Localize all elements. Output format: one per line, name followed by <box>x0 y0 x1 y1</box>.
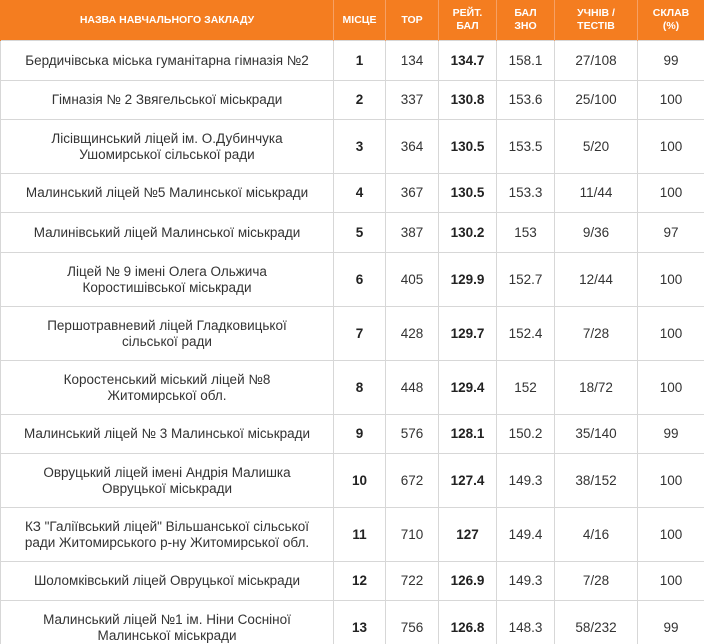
header-students-label-2: ТЕСТІВ <box>577 20 615 32</box>
top-cell: 405 <box>386 253 439 307</box>
table-row <box>1 415 704 454</box>
school-name-cell <box>1 253 334 307</box>
share-cell: 99 <box>638 415 704 454</box>
students-tests-cell: 35/140 <box>555 415 638 454</box>
school-name-line1: Малинівський ліцей Малинської міськради <box>33 224 301 240</box>
header-share-label-2: (%) <box>662 20 680 32</box>
students-tests-cell: 27/108 <box>555 41 638 81</box>
rating-cell: 130.5 <box>439 174 497 213</box>
top-cell: 364 <box>386 120 439 174</box>
table-row <box>1 213 704 253</box>
school-name-cell <box>1 562 334 601</box>
students-tests-cell: 12/44 <box>555 253 638 307</box>
header-rating <box>439 0 497 41</box>
zno-cell: 149.4 <box>497 508 555 562</box>
top-cell: 134 <box>386 41 439 81</box>
zno-cell: 152.4 <box>497 307 555 361</box>
zno-cell: 153.3 <box>497 174 555 213</box>
header-row <box>1 0 704 41</box>
share-cell: 100 <box>638 81 704 120</box>
table-row <box>1 454 704 508</box>
zno-cell: 152.7 <box>497 253 555 307</box>
share-cell: 97 <box>638 213 704 253</box>
header-top-label: ТОР <box>401 13 423 26</box>
rating-cell: 130.2 <box>439 213 497 253</box>
zno-cell: 150.2 <box>497 415 555 454</box>
header-rating-label-2: БАЛ <box>456 20 479 32</box>
place-cell: 2 <box>334 81 386 120</box>
school-name-line2: ради Житомирського р-ну Житомирської обл. <box>24 534 310 550</box>
school-name-line2: Житомирської обл. <box>107 387 227 403</box>
school-name-line1: Лісівщинський ліцей ім. О.Дубинчука <box>51 130 283 146</box>
top-cell: 756 <box>386 601 439 644</box>
table-row <box>1 361 704 415</box>
rating-cell: 127 <box>439 508 497 562</box>
top-cell: 710 <box>386 508 439 562</box>
header-name-label: НАЗВА НАВЧАЛЬНОГО ЗАКЛАДУ <box>79 13 255 26</box>
school-name-line1: Ліцей № 9 імені Олега Ольжича <box>67 263 267 279</box>
school-name-line1: Малинський ліцей №5 Малинської міськради <box>25 185 309 200</box>
zno-cell: 153 <box>497 213 555 253</box>
header-zno <box>497 0 555 41</box>
school-name-cell <box>1 120 334 174</box>
students-tests-cell: 4/16 <box>555 508 638 562</box>
students-tests-cell: 5/20 <box>555 120 638 174</box>
table-row <box>1 562 704 601</box>
place-cell: 12 <box>334 562 386 601</box>
school-name-line1: Гімназія № 2 Звягельської міськради <box>51 92 283 107</box>
place-cell: 3 <box>334 120 386 174</box>
school-name-line2: Малинської міськради <box>97 627 237 643</box>
share-cell: 100 <box>638 508 704 562</box>
students-tests-cell: 25/100 <box>555 81 638 120</box>
share-cell: 100 <box>638 562 704 601</box>
top-cell: 722 <box>386 562 439 601</box>
place-cell: 5 <box>334 213 386 253</box>
top-cell: 337 <box>386 81 439 120</box>
school-name-line1: Овруцький ліцей імені Андрія Малишка <box>43 464 291 480</box>
header-name <box>1 0 334 41</box>
share-cell: 99 <box>638 601 704 644</box>
share-cell: 100 <box>638 174 704 213</box>
school-name-line1: Бердичівська міська гуманітарна гімназія №2 <box>25 52 309 68</box>
school-name-line2: сільської ради <box>122 333 212 349</box>
school-name-cell <box>1 601 334 644</box>
header-share <box>638 0 704 41</box>
students-tests-cell: 7/28 <box>555 307 638 361</box>
students-tests-cell: 11/44 <box>555 174 638 213</box>
share-cell: 100 <box>638 361 704 415</box>
school-name-line1: Першотравневий ліцей Гладковицької <box>47 317 287 333</box>
rating-cell: 129.9 <box>439 253 497 307</box>
rating-cell: 126.8 <box>439 601 497 644</box>
table-header <box>1 0 704 41</box>
table-body <box>1 41 704 644</box>
rating-cell: 127.4 <box>439 454 497 508</box>
place-cell: 4 <box>334 174 386 213</box>
school-name-line1: Коростенський міський ліцей №8 <box>63 371 271 387</box>
table-row <box>1 174 704 213</box>
school-name-line2: Овруцької міськради <box>101 480 233 496</box>
share-cell: 100 <box>638 253 704 307</box>
school-name-cell <box>1 307 334 361</box>
header-place-label: МІСЦЕ <box>342 13 377 26</box>
students-tests-cell: 58/232 <box>555 601 638 644</box>
top-cell: 576 <box>386 415 439 454</box>
header-zno-label-2: ЗНО <box>514 20 537 32</box>
rating-cell: 129.7 <box>439 307 497 361</box>
school-name-line2: Коростишівської міськради <box>82 279 252 295</box>
table-row <box>1 41 704 81</box>
header-students-label-1: УЧНІВ / <box>577 7 615 19</box>
table-row <box>1 81 704 120</box>
rating-cell: 130.5 <box>439 120 497 174</box>
school-name-cell <box>1 415 334 454</box>
zno-cell: 149.3 <box>497 454 555 508</box>
school-name-cell <box>1 213 334 253</box>
place-cell: 9 <box>334 415 386 454</box>
place-cell: 7 <box>334 307 386 361</box>
school-name-line2: Ушомирської сільської ради <box>79 146 255 162</box>
share-cell: 100 <box>638 307 704 361</box>
header-share-label-1: СКЛАВ <box>652 7 690 19</box>
students-tests-cell: 9/36 <box>555 213 638 253</box>
students-tests-cell: 38/152 <box>555 454 638 508</box>
place-cell: 6 <box>334 253 386 307</box>
school-name-line1: Шоломківський ліцей Овруцької міськради <box>33 573 301 588</box>
school-name-cell <box>1 41 334 81</box>
share-cell: 99 <box>638 41 704 81</box>
table-row <box>1 601 704 644</box>
top-cell: 448 <box>386 361 439 415</box>
students-tests-cell: 18/72 <box>555 361 638 415</box>
zno-cell: 158.1 <box>497 41 555 81</box>
school-name-cell <box>1 174 334 213</box>
rating-cell: 126.9 <box>439 562 497 601</box>
school-name-cell <box>1 508 334 562</box>
school-name-cell <box>1 81 334 120</box>
school-name-cell <box>1 361 334 415</box>
school-name-line1: КЗ "Галіївський ліцей" Вільшанської сільської <box>24 518 309 534</box>
header-zno-label-1: БАЛ <box>514 7 537 19</box>
table-row <box>1 120 704 174</box>
top-cell: 672 <box>386 454 439 508</box>
header-top <box>386 0 439 41</box>
table-row <box>1 508 704 562</box>
rating-cell: 128.1 <box>439 415 497 454</box>
table-row <box>1 253 704 307</box>
zno-cell: 152 <box>497 361 555 415</box>
zno-cell: 148.3 <box>497 601 555 644</box>
rating-cell: 130.8 <box>439 81 497 120</box>
zno-cell: 149.3 <box>497 562 555 601</box>
school-name-line1: Малинський ліцей №1 ім. Ніни Сосніної <box>43 611 291 627</box>
place-cell: 8 <box>334 361 386 415</box>
rating-cell: 129.4 <box>439 361 497 415</box>
zno-cell: 153.5 <box>497 120 555 174</box>
top-cell: 387 <box>386 213 439 253</box>
zno-cell: 153.6 <box>497 81 555 120</box>
top-cell: 367 <box>386 174 439 213</box>
share-cell: 100 <box>638 120 704 174</box>
header-rating-label-1: РЕЙТ. <box>452 7 483 19</box>
top-cell: 428 <box>386 307 439 361</box>
header-students-tests <box>555 0 638 41</box>
rating-cell: 134.7 <box>439 41 497 81</box>
place-cell: 13 <box>334 601 386 644</box>
header-place <box>334 0 386 41</box>
share-cell: 100 <box>638 454 704 508</box>
school-name-line1: Малинський ліцей № 3 Малинської міськради <box>23 426 311 441</box>
school-name-cell <box>1 454 334 508</box>
place-cell: 11 <box>334 508 386 562</box>
place-cell: 10 <box>334 454 386 508</box>
table-row <box>1 307 704 361</box>
students-tests-cell: 7/28 <box>555 562 638 601</box>
place-cell: 1 <box>334 41 386 81</box>
